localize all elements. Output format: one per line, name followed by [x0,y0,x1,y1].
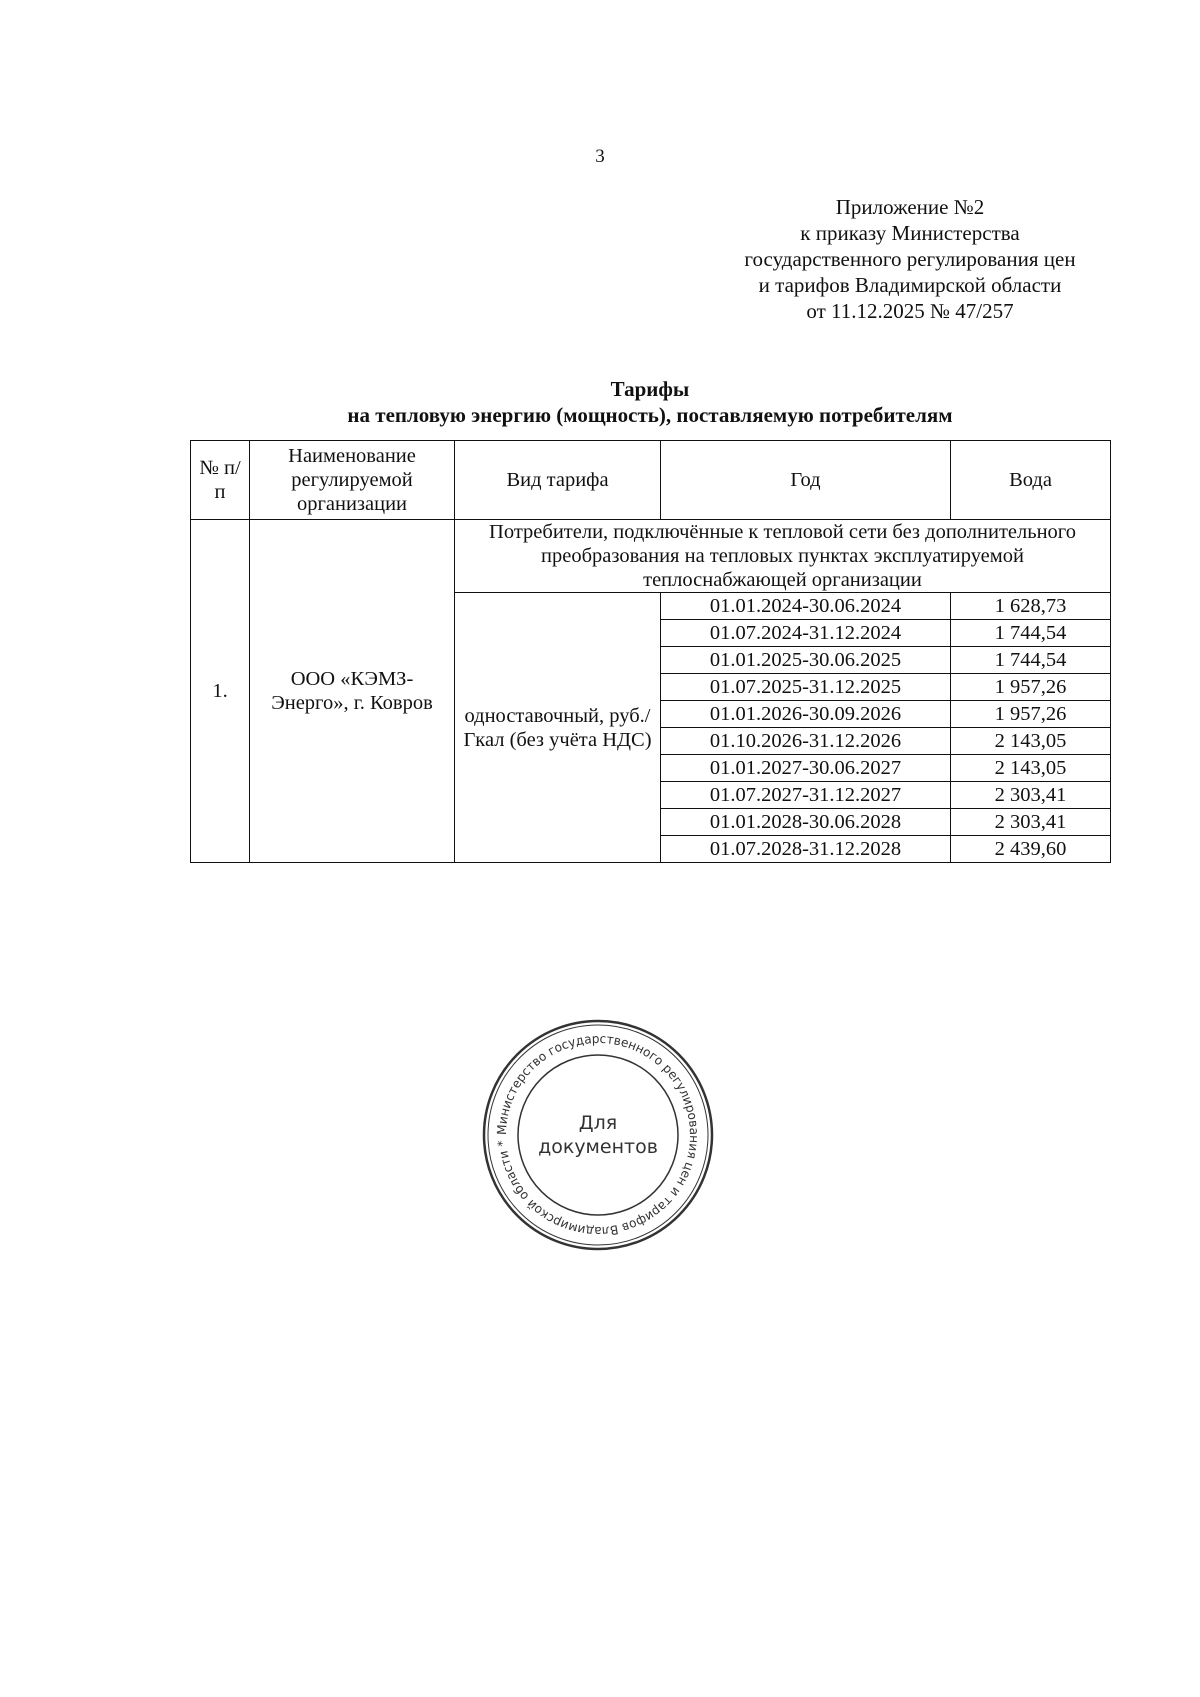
water-value-cell: 1 744,54 [951,647,1111,674]
table-header-row [191,441,1111,520]
water-value-cell: 1 957,26 [951,674,1111,701]
table-row [191,520,1111,593]
water-value-cell: 2 303,41 [951,809,1111,836]
stamp-ring-text: Министерство государственного регулирования цен и тарифов Владимирской области * [493,1030,703,1240]
stamp-center-line-2: документов [538,1136,658,1158]
period-cell: 01.01.2027-30.06.2027 [661,755,951,782]
header-tariff-type: Вид тарифа [455,441,661,520]
tariff-table [190,440,1111,863]
water-value-cell: 2 303,41 [951,782,1111,809]
period-cell: 01.01.2028-30.06.2028 [661,809,951,836]
row-num: 1. [191,520,250,863]
water-value-cell: 2 143,05 [951,755,1111,782]
water-value-cell: 2 439,60 [951,836,1111,863]
page-number: 3 [595,146,605,167]
water-value-cell: 2 143,05 [951,728,1111,755]
water-value-cell: 1 957,26 [951,701,1111,728]
water-value-cell: 1 744,54 [951,620,1111,647]
appendix-line: Приложение №2 [835,195,985,219]
org-name: ООО «КЭМЗ-Энерго», г. Ковров [250,520,455,863]
period-cell: 01.01.2026-30.09.2026 [661,701,951,728]
appendix-block [700,194,1120,324]
period-cell: 01.07.2028-31.12.2028 [661,836,951,863]
period-cell: 01.07.2025-31.12.2025 [661,674,951,701]
header-org: Наименование регулируемой организации [250,441,455,520]
appendix-line: к приказу Министерства [800,221,1020,245]
water-value-cell: 1 628,73 [951,593,1111,620]
header-water: Вода [951,441,1111,520]
period-cell: 01.07.2027-31.12.2027 [661,782,951,809]
official-stamp [478,1015,718,1255]
stamp-center-line-1: Для [578,1112,618,1134]
document-title [190,376,1110,428]
period-cell: 01.01.2025-30.06.2025 [661,647,951,674]
appendix-line: государственного регулирования цен [744,247,1076,271]
period-cell: 01.01.2024-30.06.2024 [661,593,951,620]
svg-text:Министерство государственного [494,1031,702,1239]
title-line-2: на тепловую энергию (мощность), поставляемую потребителям [347,403,953,427]
period-cell: 01.07.2024-31.12.2024 [661,620,951,647]
title-line-1: Тарифы [610,377,690,401]
stamp-seal [478,1015,718,1255]
appendix-line: и тарифов Владимирской области [758,273,1062,297]
header-year: Год [661,441,951,520]
header-num: № п/п [191,441,250,520]
period-cell: 01.10.2026-31.12.2026 [661,728,951,755]
consumers-description: Потребители, подключённые к тепловой сети без дополнительного преобразования на тепловых пунктах эксплуатируемой теплоснабжающей организации [455,520,1111,593]
appendix-line: от 11.12.2025 № 47/257 [806,299,1014,323]
tariff-type: одноставочный, руб./Гкал (без учёта НДС) [455,593,661,863]
